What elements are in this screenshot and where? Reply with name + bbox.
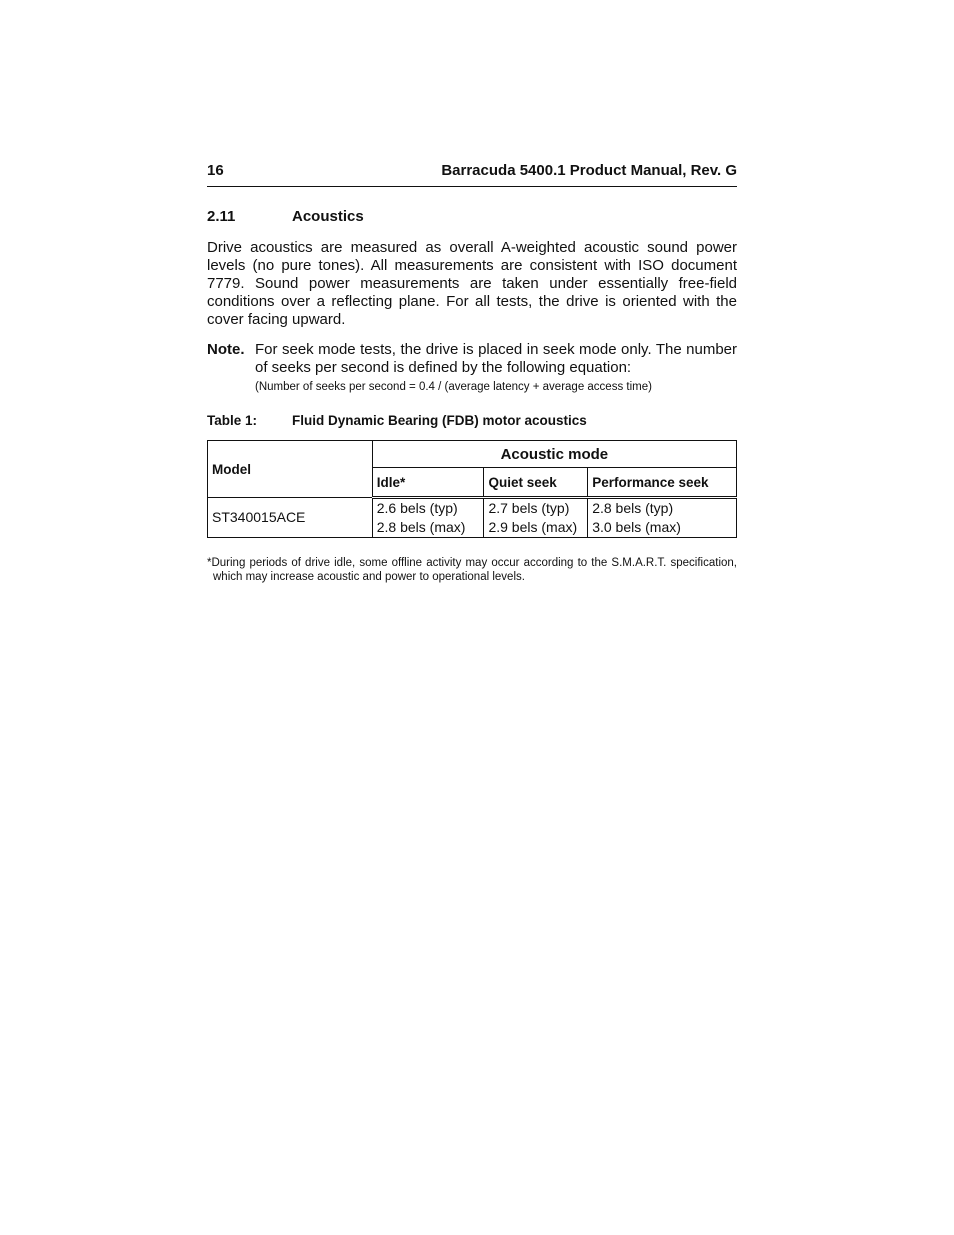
note-equation: (Number of seeks per second = 0.4 / (average latency + average access time) [255,381,652,393]
cell-idle [372,498,484,538]
table-header-row-group [208,441,737,468]
cell-quiet-seek-max: 2.9 bels (max) [488,519,578,535]
body-paragraph: Drive acoustics are measured as overall A-weighted acoustic sound power levels (no pure tones). All measurements are consistent with ISO document 7779. Sound power measurements are taken under essentially free-field conditions over a reflecting plane. For all tests, the drive is oriented with the cover facing upward. [207,239,737,328]
cell-performance-seek [588,498,737,538]
table-footnote: *During periods of drive idle, some offline activity may occur according to the S.M.A.R.T. specification, which may increase acoustic and power to operational levels. [207,557,737,583]
note-block [207,341,737,394]
cell-quiet-seek-typ: 2.7 bels (typ) [488,500,570,516]
table-caption [207,412,737,430]
cell-model-value: ST340015ACE [212,509,306,525]
column-header-model: Model [208,441,373,498]
column-header-idle: Idle* [372,468,484,498]
note-body [255,341,737,394]
section-title: Acoustics [292,208,364,225]
cell-performance-seek-typ: 2.8 bels (typ) [592,500,674,516]
page-number: 16 [207,162,224,179]
cell-model [208,498,373,538]
note-text: For seek mode tests, the drive is placed in seek mode only. The number of seeks per second is defined by the following equation: [255,341,737,376]
note-label: Note. [207,341,245,358]
running-header [207,160,737,187]
section-number: 2.11 [207,208,236,225]
cell-idle-max: 2.8 bels (max) [376,519,466,535]
cell-idle-typ: 2.6 bels (typ) [376,500,458,516]
column-header-quiet-seek: Quiet seek [484,468,588,498]
table-caption-number: Table 1: [207,413,258,428]
cell-quiet-seek [484,498,588,538]
column-group-header-acoustic-mode: Acoustic mode [372,441,736,468]
table-caption-title: Fluid Dynamic Bearing (FDB) motor acoustics [292,413,587,428]
manual-title: Barracuda 5400.1 Product Manual, Rev. G [441,162,737,179]
table-row [208,498,737,538]
acoustics-table [207,440,737,538]
column-header-performance-seek: Performance seek [588,468,737,498]
cell-performance-seek-max: 3.0 bels (max) [592,519,681,535]
section-heading [207,207,737,227]
manual-page [207,160,737,584]
